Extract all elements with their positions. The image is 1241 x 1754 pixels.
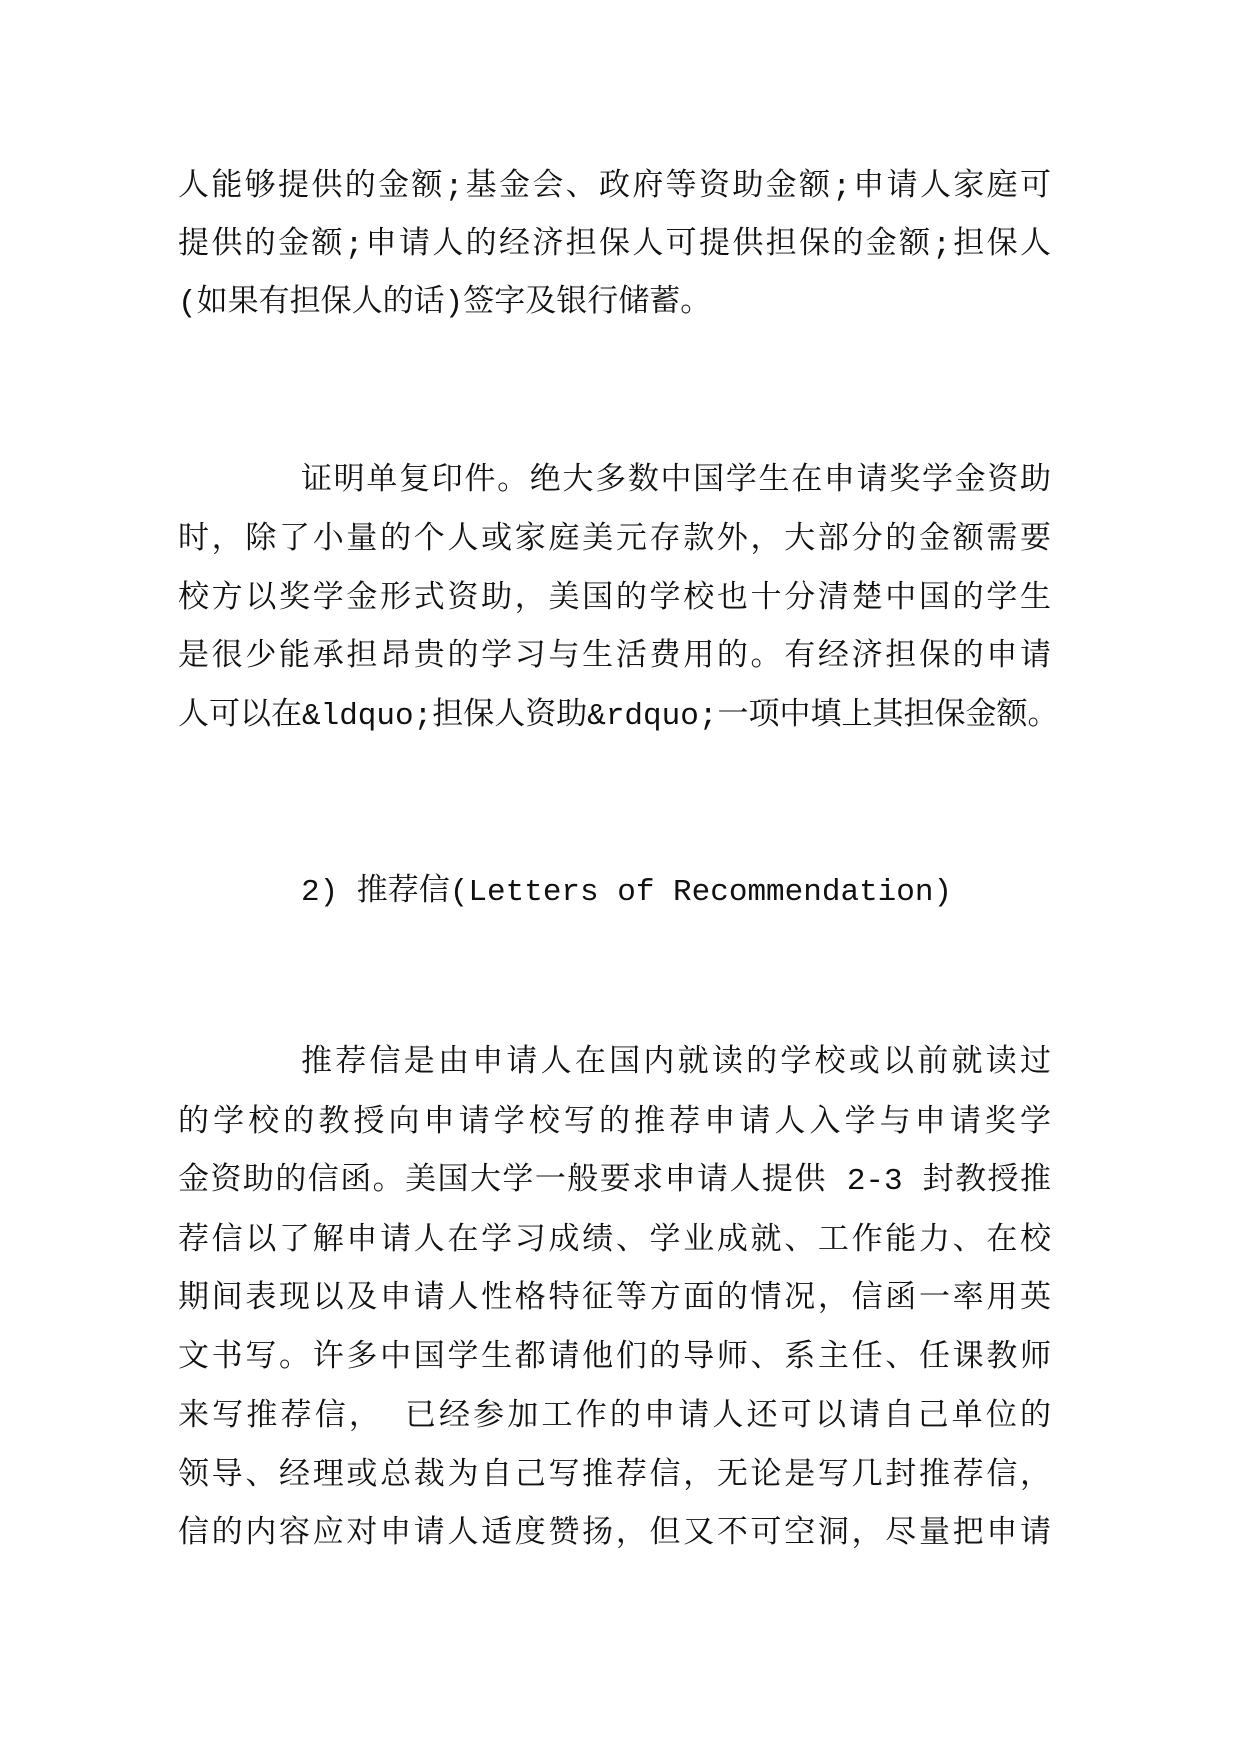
text-line: 人能够提供的金额;基金会、政府等资助金额;申请人家庭可 (178, 170, 1051, 205)
text-line: 来写推荐信， 已经参加工作的申请人还可以请自己单位的 (178, 1400, 1051, 1435)
text-line: 信的内容应对申请人适度赞扬，但又不可空洞，尽量把申请 (178, 1517, 1051, 1552)
text-line: 期间表现以及申请人性格特征等方面的情况，信函一率用英 (178, 1282, 1051, 1317)
text-line: 人可以在&ldquo;担保人资助&rdquo;一项中填上其担保金额。 (178, 699, 1059, 734)
text-line: 证明单复印件。绝大多数中国学生在申请奖学金资助 (301, 464, 1051, 499)
text-line: 文书写。许多中国学生都请他们的导师、系主任、任课教师 (178, 1341, 1051, 1376)
text-line: 领导、经理或总裁为自己写推荐信，无论是写几封推荐信， (178, 1459, 1051, 1494)
text-line: 校方以奖学金形式资助，美国的学校也十分清楚中国的学生 (178, 582, 1051, 617)
text-line: 的学校的教授向申请学校写的推荐申请人入学与申请奖学 (178, 1106, 1051, 1141)
section-heading: 2) 推荐信(Letters of Recommendation) (301, 875, 953, 910)
text-line: 荐信以了解申请人在学习成绩、学业成就、工作能力、在校 (178, 1224, 1051, 1259)
text-line: 提供的金额;申请人的经济担保人可提供担保的金额;担保人 (178, 228, 1051, 263)
text-line: 推荐信是由申请人在国内就读的学校或以前就读过 (301, 1046, 1051, 1081)
text-line: (如果有担保人的话)签字及银行储蓄。 (178, 286, 712, 321)
text-line: 金资助的信函。美国大学一般要求申请人提供 2-3 封教授推 (178, 1164, 1051, 1199)
text-line: 时，除了小量的个人或家庭美元存款外，大部分的金额需要 (178, 523, 1051, 558)
text-line: 是很少能承担昂贵的学习与生活费用的。有经济担保的申请 (178, 640, 1051, 675)
